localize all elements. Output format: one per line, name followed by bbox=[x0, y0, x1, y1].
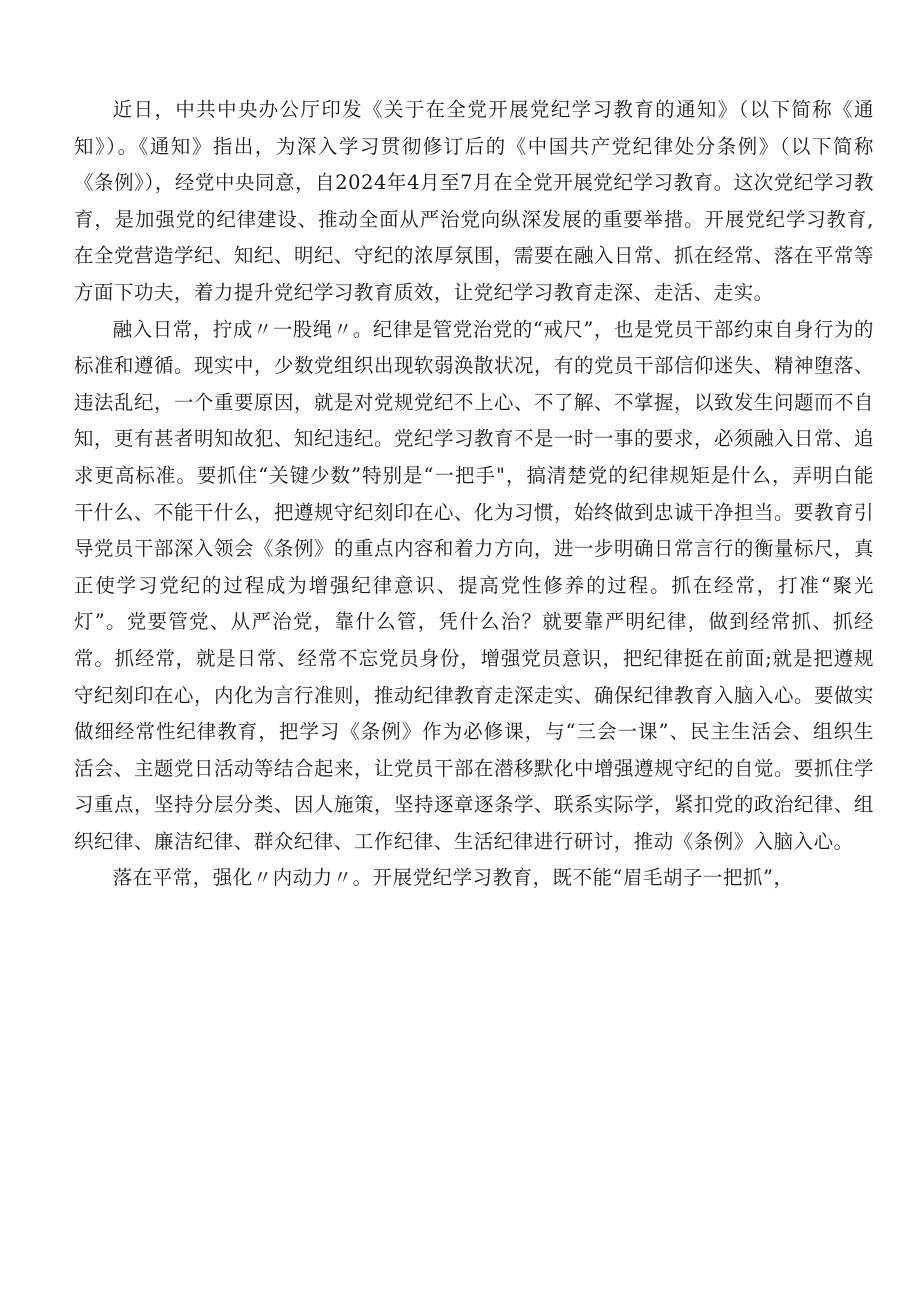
paragraph-in-practice: 落在平常，强化〃内动力〃。开展党纪学习教育，既不能“眉毛胡子一把抓”， bbox=[112, 866, 794, 890]
document-body bbox=[74, 92, 874, 897]
paragraph-integrate-daily: 融入日常，拧成〃一股绳〃。纪律是管党治党的“戒尺”，也是党员干部约束自身行为的标准和遵循。现实中，少数党组织出现软弱涣散状况，有的党员干部信仰迷失、精神堕落、违法乱纪，一个重要原因，就是对党规党纪不上心、不了解、不掌握，以致发生问题而不自知，更有甚者明知故犯、知纪违纪。党纪学习教育不是一时一事的要求，必须融入日常、追求更高标准。要抓住“关键少数”特别是“一把手"，搞清楚党的纪律规矩是什么，弄明白能干什么、不能干什么，把遵规守纪刻印在心、化为习惯，始终做到忠诚干净担当。要教育引导党员干部深入领会《条例》的重点内容和着力方向，进一步明确日常言行的衡量标尺，真正使学习党纪的过程成为增强纪律意识、提高党性修养的过程。抓在经常，打准“聚光灯”。党要管党、从严治党，靠什么管，凭什么治？就要靠严明纪律，做到经常抓、抓经常。抓经常，就是日常、经常不忘党员身份，增强党员意识，把纪律挺在前面;就是把遵规守纪刻印在心，内化为言行准则，推动纪律教育走深走实、确保纪律教育入脑入心。要做实做细经常性纪律教育，把学习《条例》作为必修课，与“三会一课”、民主生活会、组织生活会、主题党日活动等结合起来，让党员干部在潜移默化中增强遵规守纪的自觉。要抓住学习重点，坚持分层分类、因人施策，坚持逐章逐条学、联系实际学，紧扣党的政治纪律、组织纪律、廉洁纪律、群众纪律、工作纪律、生活纪律进行研讨，推动《条例》入脑入心。 bbox=[74, 317, 874, 853]
paragraph-intro: 近日，中共中央办公厅印发《关于在全党开展党纪学习教育的通知》（以下简称《通知》）。《通知》指出，为深入学习贯彻修订后的《中国共产党纪律处分条例》（以下简称《条例》），经党中央同意，自2024年4月至7月在全党开展党纪学习教育。这次党纪学习教育，是加强党的纪律建设、推动全面从严治党向纵深发展的重要举措。开展党纪学习教育,在全党营造学纪、知纪、明纪、守纪的浓厚氛围，需要在融入日常、抓在经常、落在平常等方面下功夫，着力提升党纪学习教育质效，让党纪学习教育走深、走活、走实。 bbox=[74, 98, 874, 304]
